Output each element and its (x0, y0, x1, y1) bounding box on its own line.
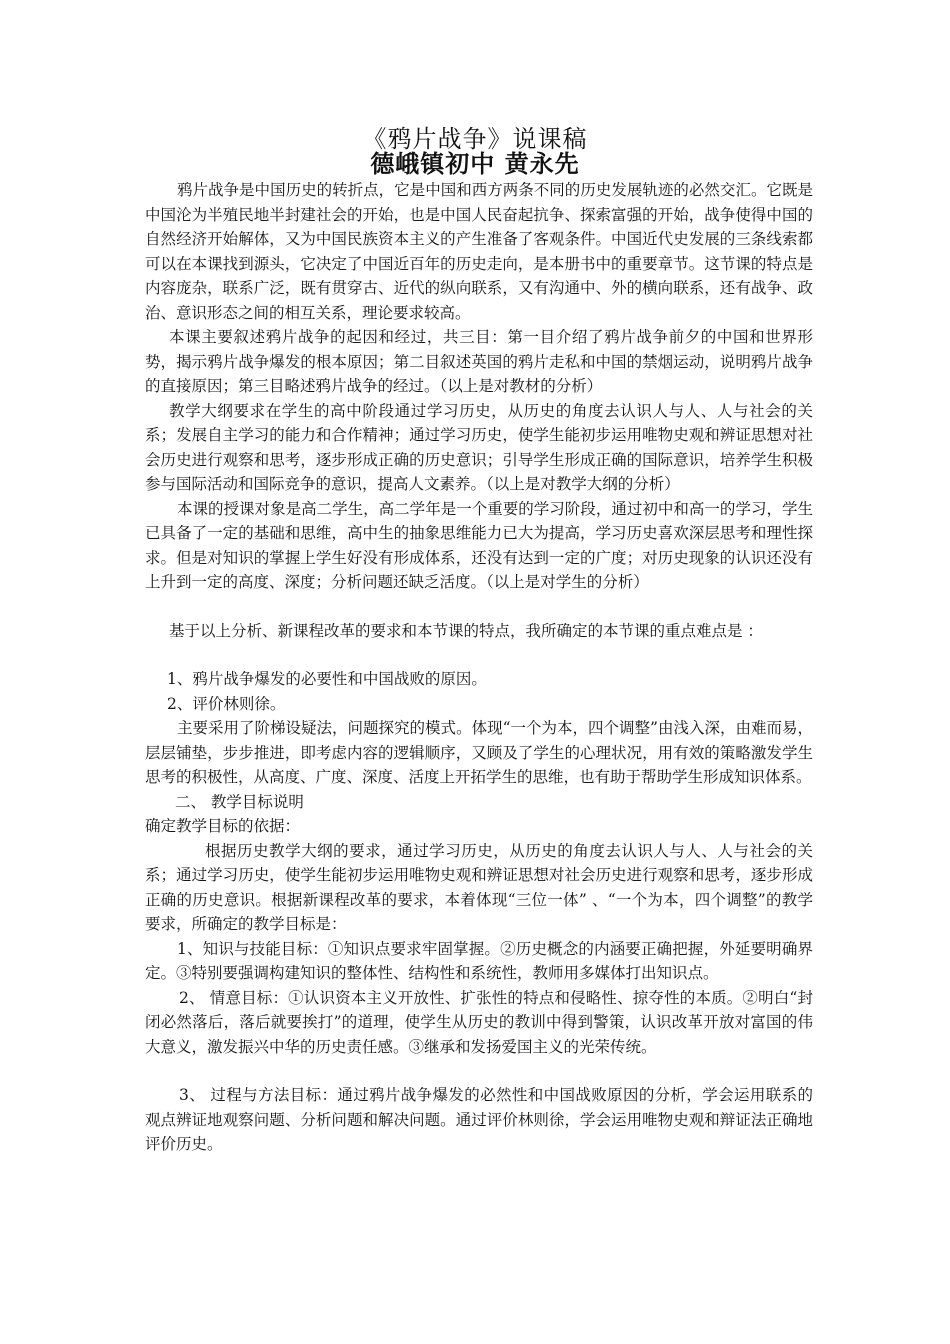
document-subtitle: 德峨镇初中 黄永先 (370, 150, 580, 178)
paragraph-syllabus: 教学大纲要求在学生的高中阶段通过学习历史，从历史的角度去认识人与人、人与社会的关系；发展自主学习的能力和合作精神；通过学习历史，使学生能初步运用唯物史观和辨证思想对社会历史进行观察和思考，逐步形成正确的历史意识；引导学生形成正确的国际意识，培养学生积极参与国际活动和国际竞争的意识，提高人文素养。（以上是对教学大纲的分析） (145, 401, 813, 493)
key-point-item: 2、评价林则徐。 (167, 694, 286, 713)
paragraph-key-points-intro: 基于以上分析、新课程改革的要求和本节课的特点，我所确定的本节课的重点难点是 ： (169, 621, 763, 640)
paragraph-students: 本课的授课对象是高二学生，高二学年是一个重要的学习阶段，通过初中和高一的学习，学生已具备了一定的基础和思维，高中生的抽象思维能力已大为提高，学习历史喜欢深层思考和理性探求。但是对知识的掌握上学生好没有形成体系，还没有达到一定的广度；对历史现象的认识还没有上升到一定的高度、深度；分析问题还缺乏活度。（以上是对学生的分析） (145, 499, 813, 591)
blank-line (145, 1059, 813, 1083)
paragraph-textbook: 本课主要叙述鸦片战争的起因和经过，共三目：第一目介绍了鸦片战争前夕的中国和世界形势，揭示鸦片战争爆发的根本原因；第二目叙述英国的鸦片走私和中国的禁烟运动，说明鸦片战争的直接原因；第三目略述鸦片战争的经过。（以上是对教材的分析） (145, 328, 813, 395)
objective-knowledge: 1、知识与技能目标：①知识点要求牢固掌握。②历史概念的内涵要正确把握，外延要明确界定。③特别要强调构建知识的整体性、结构性和系统性，教师用多媒体打出知识点。 (145, 939, 813, 982)
blank-line (145, 595, 813, 619)
document-body (145, 178, 813, 1157)
paragraph-basis-label: 确定教学目标的依据： (145, 817, 301, 835)
section-heading: 二、 教学目标说明 (175, 792, 304, 811)
document-title: 《鸦片战争》说课稿 (362, 125, 588, 153)
objective-process: 3、 过程与方法目标：通过鸦片战争爆发的必然性和中国战败原因的分析，学会运用联系的观点辨证地观察问题、分析问题和解决问题。通过评价林则徐，学会运用唯物史观和辩证法正确地评价历史。 (145, 1086, 813, 1153)
key-point-item: 1、鸦片战争爆发的必要性和中国战败的原因。 (167, 670, 487, 688)
blank-line (145, 643, 813, 667)
paragraph-method: 主要采用了阶梯设疑法，问题探究的模式。体现“一个为本，四个调整”由浅入深，由难而易，层层铺垫，步步推进，即考虑内容的逻辑顺序，又顾及了学生的心理状况，用有效的策略激发学生思考的积极性，从高度、广度、深度、活度上开拓学生的思维，也有助于帮助学生形成知识体系。 (145, 719, 813, 786)
paragraph-basis: 根据历史教学大纲的要求，通过学习历史，从历史的角度去认识人与人、人与社会的关系；通过学习历史，使学生能初步运用唯物史观和辨证思想对社会历史进行观察和思考，逐步形成正确的历史意识。根据新课程改革的要求，本着体现“三位一体” 、“一个为本，四个调整”的教学要求，所确定的教学目标是： (145, 841, 813, 933)
paragraph-intro: 鸦片战争是中国历史的转折点，它是中国和西方两条不同的历史发展轨迹的必然交汇。它既是中国沦为半殖民地半封建社会的开始，也是中国人民奋起抗争、探索富强的开始，战争使得中国的自然经济开始解体，又为中国民族资本主义的产生准备了客观条件。中国近代史发展的三条线索都可以在本课找到源头，它决定了中国近百年的历史走向，是本册书中的重要章节。这节课的特点是内容庞杂，联系广泛，既有贯穿古、近代的纵向联系，又有沟通中、外的横向联系，还有战争、政治、意识形态之间的相互关系，理论要求较高。 (145, 181, 813, 322)
objective-emotion: 2、 情意目标：①认识资本主义开放性、扩张性的特点和侵略性、掠夺性的本质。②明白“封闭必然落后，落后就要挨打”的道理，使学生从历史的教训中得到警策，认识改革开放对富国的伟大意义，激发振兴中华的历史责任感。③继承和发扬爱国主义的光荣传统。 (145, 988, 813, 1056)
